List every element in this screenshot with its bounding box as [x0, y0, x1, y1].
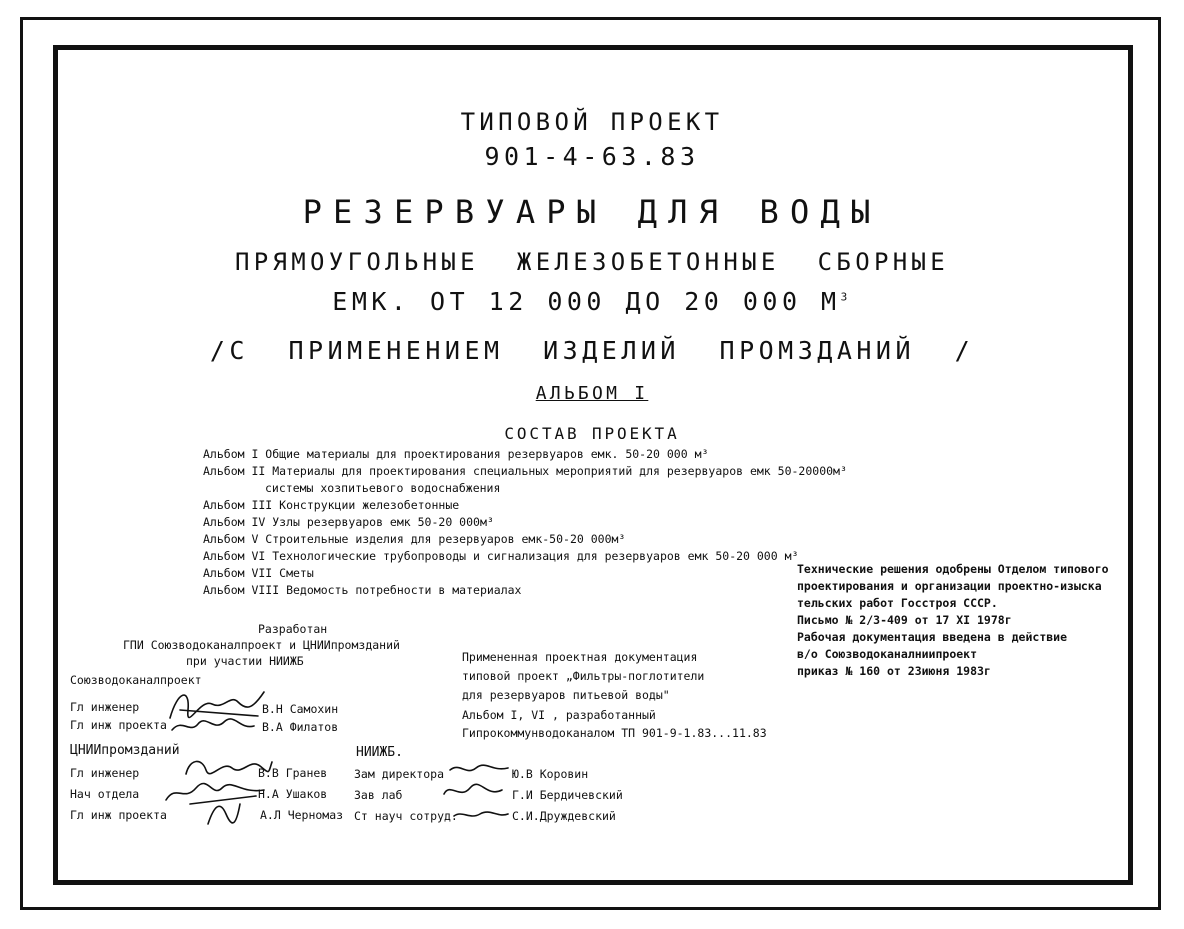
album-item: Альбом II Материалы для проектирования специальных мероприятий для резервуаров емк 50-20000м³ — [203, 464, 847, 478]
signatory-name: Н.А Ушаков — [258, 787, 328, 801]
signatory-name: Г.И Бердичевский — [512, 788, 623, 802]
signatory-role: Гл инженер — [70, 766, 140, 780]
signatory-role: Гл инж проекта — [70, 718, 167, 732]
approval-block — [797, 561, 1109, 680]
approval-line: Технические решения одобрены Отделом типового — [797, 562, 1109, 576]
signatory-name: А.Л Черномаз — [260, 808, 344, 822]
applied-doc-line: типовой проект „Фильтры-поглотители — [462, 669, 705, 683]
capacity-line — [0, 287, 1184, 316]
signatory-role: Зам директора — [354, 767, 445, 781]
approval-line: тельских работ Госстроя СССР. — [797, 596, 998, 610]
applied-doc-line: для резервуаров питьевой воды" — [462, 688, 670, 702]
applied-doc-line: Гипрокоммунводоканалом ТП 901-9-1.83...11.83 — [462, 726, 767, 740]
capacity-sup: 3 — [840, 290, 852, 304]
album-item: Альбом III Конструкции железобетонные — [203, 498, 460, 512]
album-item: Альбом VII Сметы — [203, 566, 314, 580]
main-title: РЕЗЕРВУАРЫ ДЛЯ ВОДЫ — [302, 193, 882, 231]
composition-heading: СОСТАВ ПРОЕКТА — [504, 424, 680, 443]
signatory-name: В.А Филатов — [262, 720, 339, 734]
album-item: Альбом IV Узлы резервуаров емк 50-20 000м³ — [203, 515, 494, 529]
title-type: ТИПОВОЙ ПРОЕКТ — [460, 108, 724, 136]
approval-line: Рабочая документация введена в действие — [797, 630, 1068, 644]
signatory-name: С.И.Друждевский — [512, 809, 616, 823]
album-item: Альбом VI Технологические трубопроводы и сигнализация для резервуаров емк 50-20 000 м³ — [203, 549, 799, 563]
org-niizhb: НИИЖБ. — [356, 745, 403, 760]
org-tsniipromzdaniy: ЦНИИпромзданий — [70, 743, 180, 758]
album-item: системы хозпитьевого водоснабжения — [265, 481, 501, 495]
signature-druzhdevsky — [450, 804, 512, 824]
project-number: 901-4-63.83 — [484, 142, 700, 171]
signatory-role: Гл инж проекта — [70, 808, 167, 822]
applied-doc-line: Альбом I, VI , разработанный — [462, 708, 656, 722]
approval-line: Письмо № 2/3-409 от 17 XI 1978г — [797, 613, 1012, 627]
album-number: АЛЬБОМ I — [535, 383, 649, 404]
album-list — [203, 446, 847, 599]
approval-line: проектирования и организации проектно-изыска — [797, 579, 1102, 593]
subtitle-type: ПРЯМОУГОЛЬНЫЕ ЖЕЛЕЗОБЕТОННЫЕ СБОРНЫЕ — [234, 248, 950, 276]
subtitle-parts: /С ПРИМЕНЕНИЕМ ИЗДЕЛИЙ ПРОМЗДАНИЙ / — [209, 336, 975, 365]
signatory-role: Нач отдела — [70, 787, 140, 801]
org-soyuzvodokanalproekt: Союзводоканалпроект — [70, 673, 202, 687]
developer-heading: Разработан — [258, 622, 328, 636]
signature-chernomaz — [200, 796, 260, 828]
developer-orgs: ГПИ Союзводоканалпроект и ЦНИИпромзданий — [123, 638, 400, 652]
approval-line: приказ № 160 от 23июня 1983г — [797, 664, 991, 678]
approval-line: в/о Союзводоканалниипроект — [797, 647, 978, 661]
applied-doc-line: Примененная проектная документация — [462, 650, 698, 664]
capacity-text: ЕМК. ОТ 12 000 ДО 20 000 М — [332, 287, 841, 316]
signatory-name: В.Н Самохин — [262, 702, 339, 716]
album-item: Альбом VIII Ведомость потребности в материалах — [203, 583, 522, 597]
signatory-name: Ю.В Коровин — [512, 767, 589, 781]
signature-berdichevsky — [440, 780, 506, 804]
album-item: Альбом I Общие материалы для проектирования резервуаров емк. 50-20 000 м³ — [203, 447, 709, 461]
album-item: Альбом V Строительные изделия для резервуаров емк-50-20 000м³ — [203, 532, 626, 546]
signatory-role: Зав лаб — [354, 788, 403, 802]
signatory-role: Гл инженер — [70, 700, 140, 714]
signatory-role: Ст науч сотруд. — [354, 809, 458, 823]
developer-participation: при участии НИИЖБ — [186, 654, 304, 668]
signature-korovin — [446, 758, 512, 780]
signature-filatov — [168, 712, 258, 740]
signatory-name: В.В Гранев — [258, 766, 328, 780]
